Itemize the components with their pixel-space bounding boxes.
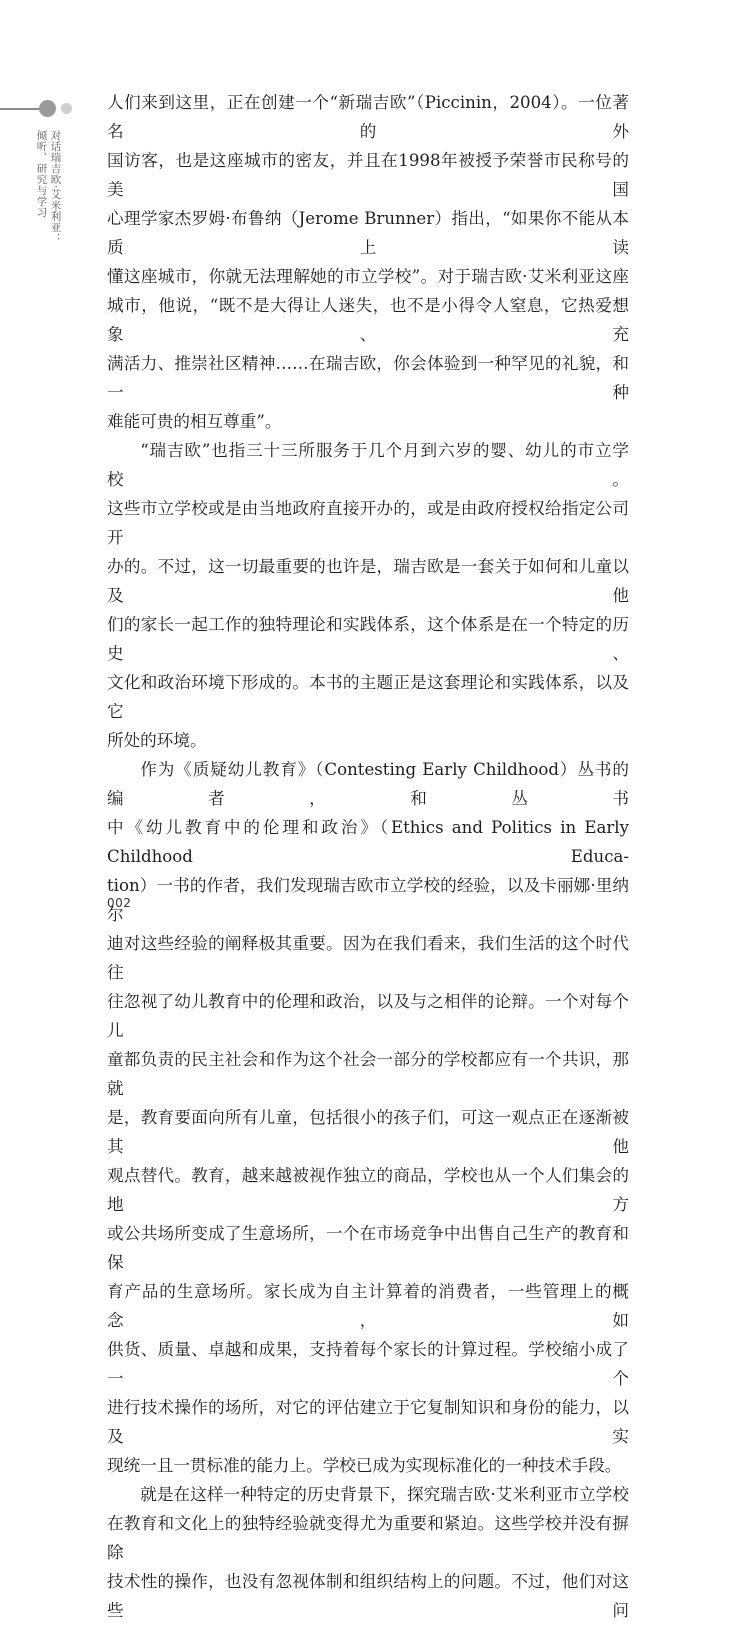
text-line: 文化和政治环境下形成的。本书的主题正是这套理论和实践体系，以及它 — [107, 673, 629, 721]
text-line: 进行技术操作的场所，对它的评估建立于它复制知识和身份的能力，以及实 — [107, 1398, 629, 1446]
text-line: 观点替代。教育，越来越被视作独立的商品，学校也从一个人们集会的地方 — [107, 1166, 629, 1214]
paragraph-3 — [107, 755, 629, 1480]
text-line: tion）一书的作者，我们发现瑞吉欧市立学校的经验，以及卡丽娜·里纳尔 — [107, 876, 629, 924]
large-dot-ornament — [39, 100, 56, 117]
text-line: 城市，他说，“既不是大得让人迷失，也不是小得令人窒息，它热爱想象、充 — [107, 296, 629, 344]
page-number: 002 — [107, 896, 132, 910]
text-line: 现统一且一贯标准的能力上。学校已成为实现标准化的一种技术手段。 — [107, 1456, 622, 1475]
text-line: 国访客，也是这座城市的密友，并且在1998年被授予荣誉市民称号的美国 — [107, 151, 629, 199]
text-line: 们的家长一起工作的独特理论和实践体系，这个体系是在一个特定的历史、 — [107, 615, 629, 663]
text-line: 难能可贵的相互尊重”。 — [107, 412, 282, 431]
text-line: 所处的环境。 — [107, 731, 207, 750]
paragraph-2 — [107, 436, 629, 755]
text-line: 心理学家杰罗姆·布鲁纳（Jerome Brunner）指出，“如果你不能从本质上读 — [107, 209, 629, 257]
text-line: 往忽视了幼儿教育中的伦理和政治，以及与之相伴的论辩。一个对每个儿 — [107, 992, 629, 1040]
running-title-line-1: 对话瑞吉欧·艾米利亚： — [49, 130, 62, 244]
body-text — [107, 88, 629, 1625]
text-line: 童都负责的民主社会和作为这个社会一部分的学校都应有一个共识，那就 — [107, 1050, 629, 1098]
small-dot-ornament — [61, 103, 72, 114]
rail-line — [0, 108, 42, 110]
text-line: 这些市立学校或是由当地政府直接开办的，或是由政府授权给指定公司开 — [107, 499, 629, 547]
text-line: 迪对这些经验的阐释极其重要。因为在我们看来，我们生活的这个时代往 — [107, 934, 629, 982]
text-line: 办的。不过，这一切最重要的也许是，瑞吉欧是一套关于如何和儿童以及他 — [107, 557, 629, 605]
text-line: 就是在这样一种特定的历史背景下，探究瑞吉欧·艾米利亚市立学校 — [140, 1485, 629, 1504]
text-line: 技术性的操作，也没有忽视体制和组织结构上的问题。不过，他们对这些问 — [107, 1572, 629, 1620]
paragraph-4 — [107, 1480, 629, 1625]
text-line: 在教育和文化上的独特经验就变得尤为重要和紧迫。这些学校并没有摒除 — [107, 1514, 629, 1562]
text-line: 人们来到这里，正在创建一个“新瑞吉欧”（Piccinin，2004）。一位著名的外 — [107, 93, 629, 141]
text-line: 中《幼儿教育中的伦理和政治》（Ethics and Politics in Early Childhood Educa- — [107, 818, 629, 866]
text-line: 满活力、推崇社区精神……在瑞吉欧，你会体验到一种罕见的礼貌，和一种 — [107, 354, 629, 402]
text-line: “瑞吉欧”也指三十三所服务于几个月到六岁的婴、幼儿的市立学校。 — [107, 441, 629, 489]
text-line: 作为《质疑幼儿教育》（Contesting Early Childhood）丛书的编者，和丛书 — [107, 760, 629, 808]
running-title-rail — [0, 100, 100, 290]
running-title-line-2: 倾听、研究与学习 — [35, 130, 48, 218]
text-line: 是，教育要面向所有儿童，包括很小的孩子们，可这一观点正在逐渐被其他 — [107, 1108, 629, 1156]
text-line: 育产品的生意场所。家长成为自主计算着的消费者，一些管理上的概念，如 — [107, 1282, 629, 1330]
paragraph-1 — [107, 88, 629, 436]
text-line: 供货、质量、卓越和成果，支持着每个家长的计算过程。学校缩小成了一个 — [107, 1340, 629, 1388]
text-line: 或公共场所变成了生意场所，一个在市场竞争中出售自己生产的教育和保 — [107, 1224, 629, 1272]
text-line: 懂这座城市，你就无法理解她的市立学校”。对于瑞吉欧·艾米利亚这座 — [107, 267, 629, 286]
